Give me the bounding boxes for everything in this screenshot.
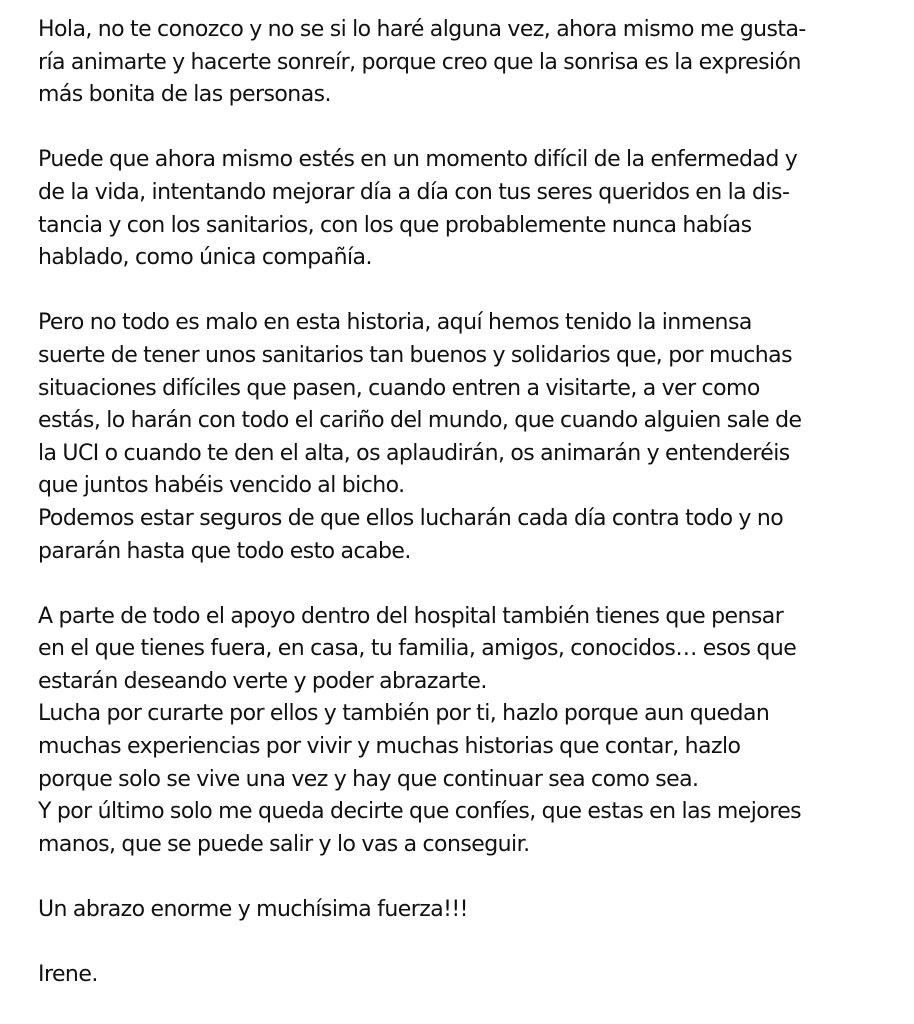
text-line: hablado, como única compañía.: [38, 245, 372, 271]
text-line: Un abrazo enorme y muchísima fuerza!!!: [38, 897, 468, 923]
text-line: estarán deseando verte y poder abrazarte.: [38, 668, 487, 694]
paragraph-gap: [38, 927, 878, 960]
paragraph-gap: [38, 861, 878, 894]
paragraph-closing: [38, 894, 878, 927]
text-line: situaciones difíciles que pasen, cuando entren a visitarte, a ver como: [38, 375, 760, 401]
signature: Irene.: [38, 962, 98, 988]
paragraph-gap: [38, 568, 878, 601]
text-line: Podemos estar seguros de que ellos lucharán cada día contra todo y no: [38, 505, 784, 531]
text-line: la UCI o cuando te den el alta, os aplaudirán, os animarán y entenderéis: [38, 440, 790, 466]
text-line: tancia y con los sanitarios, con los que probablemente nunca habías: [38, 212, 752, 238]
text-line: de la vida, intentando mejorar día a día con tus seres queridos en la dis-: [38, 179, 790, 205]
text-line: que juntos habéis vencido al bicho.: [38, 473, 405, 499]
text-line: Y por último solo me queda decirte que confíes, que estas en las mejores: [38, 799, 802, 825]
text-line: Puede que ahora mismo estés en un momento difícil de la enfermedad y: [38, 147, 798, 173]
text-line: ría animarte y hacerte sonreír, porque creo que la sonrisa es la expresión: [38, 49, 801, 75]
text-line: A parte de todo el apoyo dentro del hospital también tienes que pensar: [38, 603, 784, 629]
paragraph-situation: [38, 144, 878, 274]
letter-body: [38, 14, 878, 992]
text-line: más bonita de las personas.: [38, 82, 331, 108]
paragraph-gap: [38, 275, 878, 308]
text-line: en el que tienes fuera, en casa, tu familia, amigos, conocidos… esos que: [38, 636, 797, 662]
text-line: Lucha por curarte por ellos y también por ti, hazlo porque aun quedan: [38, 701, 770, 727]
text-line: Hola, no te conozco y no se si lo haré alguna vez, ahora mismo me gusta-: [38, 17, 806, 42]
paragraph-greeting: [38, 14, 878, 112]
text-line: pararán hasta que todo esto acabe.: [38, 538, 411, 564]
paragraph-signature: [38, 959, 878, 992]
text-line: muchas experiencias por vivir y muchas historias que contar, hazlo: [38, 734, 741, 760]
paragraph-sanitarios: [38, 307, 878, 568]
text-line: Pero no todo es malo en esta historia, aquí hemos tenido la inmensa: [38, 310, 752, 336]
text-line: manos, que se puede salir y lo vas a conseguir.: [38, 831, 530, 857]
paragraph-gap: [38, 112, 878, 145]
text-line: porque solo se vive una vez y hay que continuar sea como sea.: [38, 766, 699, 792]
text-line: estás, lo harán con todo el cariño del mundo, que cuando alguien sale de: [38, 408, 802, 434]
text-line: suerte de tener unos sanitarios tan buenos y solidarios que, por muchas: [38, 342, 793, 368]
paragraph-apoyo: [38, 601, 878, 862]
